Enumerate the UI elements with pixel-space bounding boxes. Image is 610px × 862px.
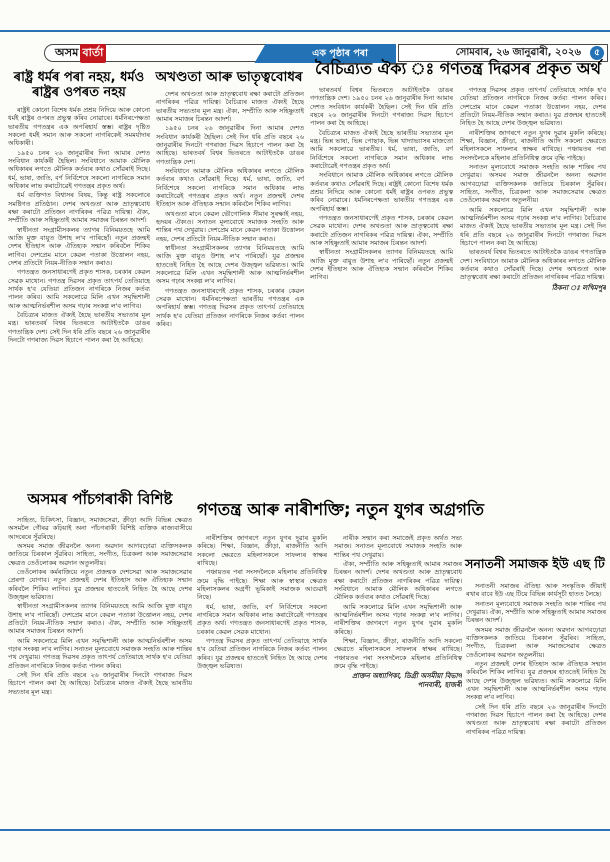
headline-assam-five: অসমৰ পাঁচগৰাকী বিশিষ্ট: [27, 490, 173, 508]
article-unity-diversity-col1: ভাৰতবৰ্ষ বিশ্বৰ ভিতৰতে আটাইতকৈ ডাঙৰ গণতান্ত্ৰিক দেশ। ১৯৫০ চনৰ ২৬ জানুৱাৰীৰ দিনা আমাৰ দেশত সংবিধান কাৰ্যকৰী হৈছিল। সেই দিন ধৰি প্ৰতি বছৰে ২৬ জানুৱাৰীৰ দিনটো গণৰাজ্য দিৱস হিচাপে পালন কৰা হৈ আহিছে। বৈচিত্ৰ্যৰ মাজত ঐক্যই হৈছে ভাৰতীয় সভ্যতাৰ মূল মন্ত্ৰ। ভিন্ন ভাষা, ভিন্ন পোছাক, ভিন্ন খাদ্যাভ্যাসৰ মাজতো আমি সকলোৱে ভাৰতীয়। ধৰ্ম, ভাষা, জাতি, বৰ্ণ নিৰ্বিশেষে সকলো নাগৰিকে সমান অধিকাৰ লাভ কৰাটোৱেই গণতন্ত্ৰৰ প্ৰকৃত অৰ্থ। সংবিধানে আমাক মৌলিক অধিকাৰৰ লগতে মৌলিক কৰ্তব্যৰ কথাও সোঁৱৰাই দিছে। ৰাষ্ট্ৰই কোনো বিশেষ ধৰ্মক প্ৰশ্ৰয় নিদিয়ে আৰু কোনো ধৰ্মই ৰাষ্ট্ৰৰ ওপৰত প্ৰভুত্ব কৰিব নোৱাৰে। ধৰ্মনিৰপেক্ষতা ভাৰতীয় গণতন্ত্ৰৰ এক অপৰিহাৰ্য স্তম্ভ। গণতন্ত্ৰত জনসাধাৰণেই প্ৰকৃত শাসক, চৰকাৰ কেৱল সেৱক মাথোন। দেশৰ অখণ্ডতা আৰু ভ্ৰাতৃত্ববোধ ৰক্ষা কৰাটো প্ৰতিজন নাগৰিকৰ পৱিত্ৰ দায়িত্ব। ঐক্য, সম্প্ৰীতি আৰু সহিষ্ণুতাই আমাৰ সমাজৰ চিৰন্তন আদৰ্শ। স্বাধীনতা সংগ্ৰামীসকলৰ ত্যাগৰ বিনিময়তহে আমি আজি মুক্ত বায়ুত উশাহ ল'ব পাৰিছোঁ। নতুন প্ৰজন্মই দেশৰ ইতিহাস আৰু ঐতিহ্যক সন্মান কৰিবলৈ শিকিব লাগিব।: [310, 86, 453, 282]
article-democracy-women-col1: নাৰীশক্তিৰ জাগৰণে নতুন যুগৰ দুৱাৰ মুকলি কৰিছে। শিক্ষা, বিজ্ঞান, ক্ৰীড়া, ৰাজনীতি আদি সকলো ক্ষেত্ৰতে মহিলাসকলে সাফল্যৰ স্বাক্ষৰ ৰাখিছে। পঞ্চায়তৰ পৰা সংসদলৈকে মহিলাৰ প্ৰতিনিধিত্ব ক্ৰমে বৃদ্ধি পাইছে। শিক্ষা আৰু স্বাস্থ্যৰ ক্ষেত্ৰত মহিলাসকলৰ অগ্ৰণী ভূমিকাই সমাজক আগুৱাই নিছে। ধৰ্ম, ভাষা, জাতি, বৰ্ণ নিৰ্বিশেষে সকলো নাগৰিকে সমান অধিকাৰ লাভ কৰাটোৱেই গণতন্ত্ৰৰ প্ৰকৃত অৰ্থ। গণতন্ত্ৰত জনসাধাৰণেই প্ৰকৃত শাসক, চৰকাৰ কেৱল সেৱক মাথোন। গণতন্ত্ৰ দিৱসৰ প্ৰকৃত তাৎপৰ্য তেতিয়াহে সাৰ্থক হ'ব যেতিয়া প্ৰতিজন নাগৰিকে নিজৰ কৰ্তব্য পালন কৰিব। যুৱ প্ৰজন্মৰ হাততেই নিহিত হৈ আছে দেশৰ উজ্জ্বল ভৱিষ্যত।: [197, 534, 327, 670]
section-kicker: এক পৃষ্ঠাৰ পৰা: [284, 44, 396, 63]
masthead-text-red: বাৰ্তা: [80, 44, 107, 63]
headline-unity-diversity: বৈচিত্ৰ্যত ঐক্য ঃ গণতন্ত্ৰ দিৱসৰ প্ৰকৃত অৰ্থ: [314, 59, 602, 78]
masthead-text-black: অসম: [55, 45, 79, 59]
headline-democracy-women: গণতন্ত্ৰ আৰু নাৰীশক্তি; নতুন যুগৰ অগ্ৰগতি: [197, 500, 485, 519]
headline-integrity: অখণ্ডতা আৰু ভাতৃত্ববোধৰ: [155, 69, 303, 85]
page-number-badge: ৫: [590, 46, 604, 60]
byline-line1: প্ৰাক্তন অধ্যাপিকা, ডিগ্ৰী অসমীয়া বিভাগ: [352, 672, 462, 681]
article-state-religion-body: ৰাষ্ট্ৰই কোনো বিশেষ ধৰ্মক প্ৰশ্ৰয় নিদিয়ে আৰু কোনো ধৰ্মই ৰাষ্ট্ৰৰ ওপৰত প্ৰভুত্ব কৰিব নোৱাৰে। ধৰ্মনিৰপেক্ষতা ভাৰতীয় গণতন্ত্ৰৰ এক অপৰিহাৰ্য স্তম্ভ। ৰাষ্ট্ৰৰ দৃষ্টিত সকলো ধৰ্মই সমান আৰু সকলো নাগৰিকেই সমমৰ্যাদাৰ অধিকাৰী। ১৯৫০ চনৰ ২৬ জানুৱাৰীৰ দিনা আমাৰ দেশত সংবিধান কাৰ্যকৰী হৈছিল। সংবিধানে আমাক মৌলিক অধিকাৰৰ লগতে মৌলিক কৰ্তব্যৰ কথাও সোঁৱৰাই দিছে। ধৰ্ম, ভাষা, জাতি, বৰ্ণ নিৰ্বিশেষে সকলো নাগৰিকে সমান অধিকাৰ লাভ কৰাটোৱেই গণতন্ত্ৰৰ প্ৰকৃত অৰ্থ। ধৰ্ম ব্যক্তিগত বিশ্বাসৰ বিষয়, কিন্তু ৰাষ্ট্ৰ সকলোৰে সমষ্টিগত প্ৰতিষ্ঠান। দেশৰ অখণ্ডতা আৰু ভ্ৰাতৃত্ববোধ ৰক্ষা কৰাটো প্ৰতিজন নাগৰিকৰ পৱিত্ৰ দায়িত্ব। ঐক্য, সম্প্ৰীতি আৰু সহিষ্ণুতাই আমাৰ সমাজৰ চিৰন্তন আদৰ্শ। স্বাধীনতা সংগ্ৰামীসকলৰ ত্যাগৰ বিনিময়তহে আমি আজি মুক্ত বায়ুত উশাহ ল'ব পাৰিছোঁ। নতুন প্ৰজন্মই দেশৰ ইতিহাস আৰু ঐতিহ্যক সন্মান কৰিবলৈ শিকিব লাগিব। দেশপ্ৰেম মানে কেৱল পতাকা উত্তোলন নহয়, দেশৰ প্ৰতিটো নিয়ম-নীতিক সন্মান কৰাও। গণতন্ত্ৰত জনসাধাৰণেই প্ৰকৃত শাসক, চৰকাৰ কেৱল সেৱক মাথোন। গণতন্ত্ৰ দিৱসৰ প্ৰকৃত তাৎপৰ্য তেতিয়াহে সাৰ্থক হ'ব যেতিয়া প্ৰতিজন নাগৰিকে নিজৰ কৰ্তব্য পালন কৰিব। আমি সকলোৱে মিলি এখন সমৃদ্ধিশালী আৰু আত্মনিৰ্ভৰশীল অসম গঢ়াৰ সংকল্প ল'ব লাগিব। বৈচিত্ৰ্যৰ মাজত ঐক্যই হৈছে ভাৰতীয় সভ্যতাৰ মূল মন্ত্ৰ। ভাৰতবৰ্ষ বিশ্বৰ ভিতৰতে আটাইতকৈ ডাঙৰ গণতান্ত্ৰিক দেশ। সেই দিন ধৰি প্ৰতি বছৰে ২৬ জানুৱাৰীৰ দিনটো গণৰাজ্য দিৱস হিচাপে পালন কৰা হৈ আহিছে।: [8, 106, 150, 344]
masthead: [44, 44, 272, 62]
article-assam-five-body: সাহিত্য, চিকিৎসা, বিজ্ঞান, সমাজসেৱা, ক্ৰীড়া আদি বিভিন্ন ক্ষেত্ৰত অসমলৈ গৌৰৱ কঢ়িয়াই অনা পাঁচগৰাকী বিশিষ্ট ব্যক্তিক ৰাজ্যবাসীয়ে আদৰেৰে সুঁৱৰিছে। অসমৰ সমাজ জীৱনলৈ অনন্য অৱদান আগবঢ়োৱা ব্যক্তিসকলক জাতিয়ে চিৰকাল সুঁৱৰিব। সাহিত্য, সংগীত, চিত্ৰকলা আৰু সমাজসেৱাৰ ক্ষেত্ৰত তেওঁলোকৰ অৱদান অতুলনীয়। তেওঁলোকৰ কৰ্মৰাজিয়ে নতুন প্ৰজন্মক দেশসেৱা আৰু সমাজসেৱাৰ প্ৰেৰণা যোগাব। নতুন প্ৰজন্মই দেশৰ ইতিহাস আৰু ঐতিহ্যক সন্মান কৰিবলৈ শিকিব লাগিব। যুৱ প্ৰজন্মৰ হাততেই নিহিত হৈ আছে দেশৰ উজ্জ্বল ভৱিষ্যত। স্বাধীনতা সংগ্ৰামীসকলৰ ত্যাগৰ বিনিময়তহে আমি আজি মুক্ত বায়ুত উশাহ ল'ব পাৰিছোঁ। দেশপ্ৰেম মানে কেৱল পতাকা উত্তোলন নহয়, দেশৰ প্ৰতিটো নিয়ম-নীতিক সন্মান কৰাও। ঐক্য, সম্প্ৰীতি আৰু সহিষ্ণুতাই আমাৰ সমাজৰ চিৰন্তন আদৰ্শ। আমি সকলোৱে মিলি এখন সমৃদ্ধিশালী আৰু আত্মনিৰ্ভৰশীল অসম গঢ়াৰ সংকল্প ল'ব লাগিব। সনাতন মূল্যবোধে সমাজক সংহতি আৰু শান্তিৰ পথ দেখুৱায়। গণতন্ত্ৰ দিৱসৰ প্ৰকৃত তাৎপৰ্য তেতিয়াহে সাৰ্থক হ'ব যেতিয়া প্ৰতিজন নাগৰিকে নিজৰ কৰ্তব্য পালন কৰিব। সেই দিন ধৰি প্ৰতি বছৰে ২৬ জানুৱাৰীৰ দিনটো গণৰাজ্য দিৱস হিচাপে পালন কৰা হৈ আহিছে। বৈচিত্ৰ্যৰ মাজত ঐক্যই হৈছে ভাৰতীয় সভ্যতাৰ মূল মন্ত্ৰ।: [8, 516, 192, 696]
article-unity-diversity-col2-text: গণতন্ত্ৰ দিৱসৰ প্ৰকৃত তাৎপৰ্য তেতিয়াহে সাৰ্থক হ'ব যেতিয়া প্ৰতিজন নাগৰিকে নিজৰ কৰ্তব্য পালন কৰিব। দেশপ্ৰেম মানে কেৱল পতাকা উত্তোলন নহয়, দেশৰ প্ৰতিটো নিয়ম-নীতিক সন্মান কৰাও। যুৱ প্ৰজন্মৰ হাততেই নিহিত হৈ আছে দেশৰ উজ্জ্বল ভৱিষ্যত। নাৰীশক্তিৰ জাগৰণে নতুন যুগৰ দুৱাৰ মুকলি কৰিছে। শিক্ষা, বিজ্ঞান, ক্ৰীড়া, ৰাজনীতি আদি সকলো ক্ষেত্ৰতে মহিলাসকলে সাফল্যৰ স্বাক্ষৰ ৰাখিছে। পঞ্চায়তৰ পৰা সংসদলৈকে মহিলাৰ প্ৰতিনিধিত্ব ক্ৰমে বৃদ্ধি পাইছে। সনাতন মূল্যবোধে সমাজক সংহতি আৰু শান্তিৰ পথ দেখুৱায়। অসমৰ সমাজ জীৱনলৈ অনন্য অৱদান আগবঢ়োৱা ব্যক্তিসকলক জাতিয়ে চিৰকাল সুঁৱৰিব। সাহিত্য, সংগীত, চিত্ৰকলা আৰু সমাজসেৱাৰ ক্ষেত্ৰত তেওঁলোকৰ অৱদান অতুলনীয়। আমি সকলোৱে মিলি এখন সমৃদ্ধিশালী আৰু আত্মনিৰ্ভৰশীল অসম গঢ়াৰ সংকল্প ল'ব লাগিব। বৈচিত্ৰ্যৰ মাজত ঐক্যই হৈছে ভাৰতীয় সভ্যতাৰ মূল মন্ত্ৰ। সেই দিন ধৰি প্ৰতি বছৰে ২৬ জানুৱাৰীৰ দিনটো গণৰাজ্য দিৱস হিচাপে পালন কৰা হৈ আহিছে। ভাৰতবৰ্ষ বিশ্বৰ ভিতৰতে আটাইতকৈ ডাঙৰ গণতান্ত্ৰিক দেশ। সংবিধানে আমাক মৌলিক অধিকাৰৰ লগতে মৌলিক কৰ্তব্যৰ কথাও সোঁৱৰাই দিছে। দেশৰ অখণ্ডতা আৰু ভ্ৰাতৃত্ববোধ ৰক্ষা কৰাটো প্ৰতিজন নাগৰিকৰ পৱিত্ৰ দায়িত্ব।: [460, 86, 606, 282]
headline-sanatani: সনাতনী সমাজক ইউ এছ টি: [465, 556, 605, 571]
article-integrity-body: দেশৰ অখণ্ডতা আৰু ভ্ৰাতৃত্ববোধ ৰক্ষা কৰাটো প্ৰতিজন নাগৰিকৰ পৱিত্ৰ দায়িত্ব। বৈচিত্ৰ্যৰ মাজত ঐক্যই হৈছে ভাৰতীয় সভ্যতাৰ মূল মন্ত্ৰ। ঐক্য, সম্প্ৰীতি আৰু সহিষ্ণুতাই আমাৰ সমাজৰ চিৰন্তন আদৰ্শ। ১৯৫০ চনৰ ২৬ জানুৱাৰীৰ দিনা আমাৰ দেশত সংবিধান কাৰ্যকৰী হৈছিল। সেই দিন ধৰি প্ৰতি বছৰে ২৬ জানুৱাৰীৰ দিনটো গণৰাজ্য দিৱস হিচাপে পালন কৰা হৈ আহিছে। ভাৰতবৰ্ষ বিশ্বৰ ভিতৰতে আটাইতকৈ ডাঙৰ গণতান্ত্ৰিক দেশ। সংবিধানে আমাক মৌলিক অধিকাৰৰ লগতে মৌলিক কৰ্তব্যৰ কথাও সোঁৱৰাই দিছে। ধৰ্ম, ভাষা, জাতি, বৰ্ণ নিৰ্বিশেষে সকলো নাগৰিকে সমান অধিকাৰ লাভ কৰাটোৱেই গণতন্ত্ৰৰ প্ৰকৃত অৰ্থ। নতুন প্ৰজন্মই দেশৰ ইতিহাস আৰু ঐতিহ্যক সন্মান কৰিবলৈ শিকিব লাগিব। অখণ্ডতা মানে কেৱল ভৌগোলিক সীমাৰ সুৰক্ষাই নহয়, হৃদয়ৰ ঐক্যও। সনাতন মূল্যবোধে সমাজক সংহতি আৰু শান্তিৰ পথ দেখুৱায়। দেশপ্ৰেম মানে কেৱল পতাকা উত্তোলন নহয়, দেশৰ প্ৰতিটো নিয়ম-নীতিক সন্মান কৰাও। স্বাধীনতা সংগ্ৰামীসকলৰ ত্যাগৰ বিনিময়তহে আমি আজি মুক্ত বায়ুত উশাহ ল'ব পাৰিছোঁ। যুৱ প্ৰজন্মৰ হাততেই নিহিত হৈ আছে দেশৰ উজ্জ্বল ভৱিষ্যত। আমি সকলোৱে মিলি এখন সমৃদ্ধিশালী আৰু আত্মনিৰ্ভৰশীল অসম গঢ়াৰ সংকল্প ল'ব লাগিব। গণতন্ত্ৰত জনসাধাৰণেই প্ৰকৃত শাসক, চৰকাৰ কেৱল সেৱক মাথোন। ধৰ্মনিৰপেক্ষতা ভাৰতীয় গণতন্ত্ৰৰ এক অপৰিহাৰ্য স্তম্ভ। গণতন্ত্ৰ দিৱসৰ প্ৰকৃত তাৎপৰ্য তেতিয়াহে সাৰ্থক হ'ব যেতিয়া প্ৰতিজন নাগৰিকে নিজৰ কৰ্তব্য পালন কৰিব।: [156, 90, 304, 328]
article-democracy-women-col2-text: নাৰীক সন্মান কৰা সমাজেই প্ৰকৃত অৰ্থত সভ্য সমাজ। সনাতন মূল্যবোধে সমাজক সংহতি আৰু শান্তিৰ পথ দেখুৱায়। ঐক্য, সম্প্ৰীতি আৰু সহিষ্ণুতাই আমাৰ সমাজৰ চিৰন্তন আদৰ্শ। দেশৰ অখণ্ডতা আৰু ভ্ৰাতৃত্ববোধ ৰক্ষা কৰাটো প্ৰতিজন নাগৰিকৰ পৱিত্ৰ দায়িত্ব। সংবিধানে আমাক মৌলিক অধিকাৰৰ লগতে মৌলিক কৰ্তব্যৰ কথাও সোঁৱৰাই দিছে। আমি সকলোৱে মিলি এখন সমৃদ্ধিশালী আৰু আত্মনিৰ্ভৰশীল অসম গঢ়াৰ সংকল্প ল'ব লাগিব। নাৰীশক্তিৰ জাগৰণে নতুন যুগৰ দুৱাৰ মুকলি কৰিছে। শিক্ষা, বিজ্ঞান, ক্ৰীড়া, ৰাজনীতি আদি সকলো ক্ষেত্ৰতে মহিলাসকলে সাফল্যৰ স্বাক্ষৰ ৰাখিছে। পঞ্চায়তৰ পৰা সংসদলৈকে মহিলাৰ প্ৰতিনিধিত্ব ক্ৰমে বৃদ্ধি পাইছে।: [334, 534, 462, 670]
democracy-women-byline: [334, 672, 462, 690]
article-unity-diversity-col2: [460, 86, 606, 548]
top-rule: [0, 30, 610, 32]
article-sanatani-body: সনাতনী সমাজৰ ঐতিহ্য আৰু সংস্কৃতিক জীয়াই ৰখাৰ বাবে ইউ এছ টিয়ে বিভিন্ন কাৰ্যসূচী হাতত লৈছে। সনাতন মূল্যবোধে সমাজক সংহতি আৰু শান্তিৰ পথ দেখুৱায়। ঐক্য, সম্প্ৰীতি আৰু সহিষ্ণুতাই আমাৰ সমাজৰ চিৰন্তন আদৰ্শ। অসমৰ সমাজ জীৱনলৈ অনন্য অৱদান আগবঢ়োৱা ব্যক্তিসকলক জাতিয়ে চিৰকাল সুঁৱৰিব। সাহিত্য, সংগীত, চিত্ৰকলা আৰু সমাজসেৱাৰ ক্ষেত্ৰত তেওঁলোকৰ অৱদান অতুলনীয়। নতুন প্ৰজন্মই দেশৰ ইতিহাস আৰু ঐতিহ্যক সন্মান কৰিবলৈ শিকিব লাগিব। যুৱ প্ৰজন্মৰ হাততেই নিহিত হৈ আছে দেশৰ উজ্জ্বল ভৱিষ্যত। আমি সকলোৱে মিলি এখন সমৃদ্ধিশালী আৰু আত্মনিৰ্ভৰশীল অসম গঢ়াৰ সংকল্প ল'ব লাগিব। সেই দিন ধৰি প্ৰতি বছৰে ২৬ জানুৱাৰীৰ দিনটো গণৰাজ্য দিৱস হিচাপে পালন কৰা হৈ আহিছে। দেশৰ অখণ্ডতা আৰু ভ্ৰাতৃত্ববোধ ৰক্ষা কৰাটো প্ৰতিজন নাগৰিকৰ পৱিত্ৰ দায়িত্ব।: [466, 582, 606, 736]
headline-state-religion: ৰাষ্ট্ৰ ধৰ্মৰ পৰা নহয়, ধৰ্মও ৰাষ্ট্ৰৰ ওপৰত নহয়: [13, 70, 145, 101]
article-democracy-women-col2: [334, 534, 462, 826]
byline-line2: পানবাৰী, হাজৰী: [417, 681, 462, 690]
date-text: সোমবাৰ, ২৬ জানুৱাৰী, ২০২৬: [455, 47, 581, 58]
bottom-rule: [0, 829, 610, 831]
unity-diversity-byline: ঠিকনা ঃ লখিমপুৰ: [551, 283, 606, 292]
